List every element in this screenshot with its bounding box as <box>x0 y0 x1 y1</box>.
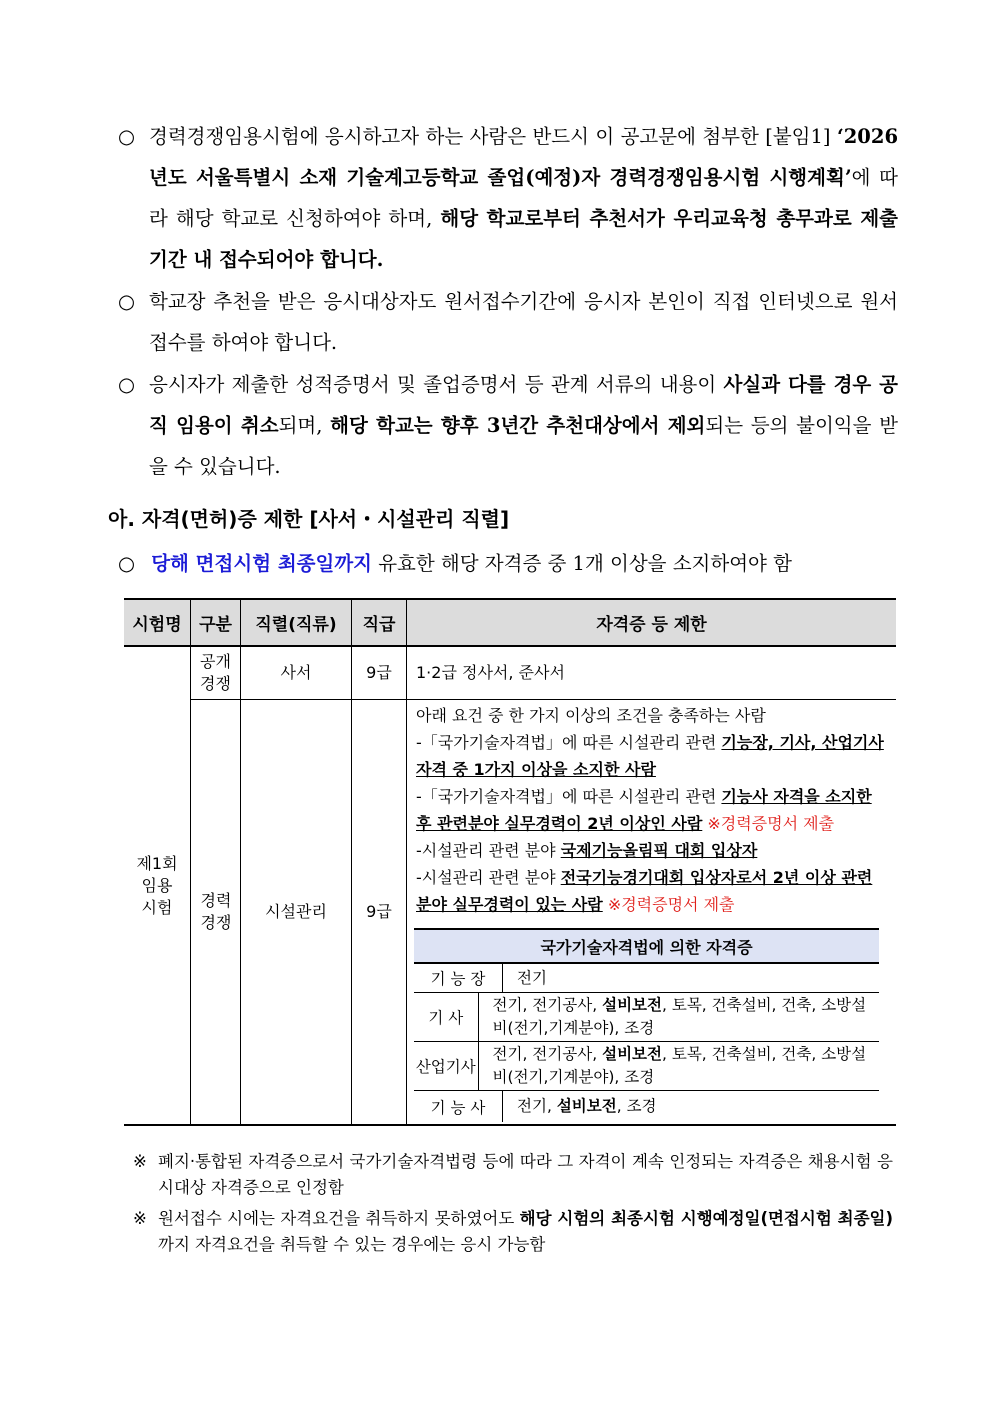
note-2-emphasis: 해당 시험의 최종시험 시행예정일(면접시험 최종일) <box>519 1209 893 1228</box>
note-2-text <box>158 1206 893 1258</box>
requirement-2-text: -「국가기술자격법」에 따른 시설관리 관련 <box>416 787 722 806</box>
row2-series: 시설관리 <box>265 902 327 921</box>
requirement-2 <box>416 783 886 837</box>
requirement-highlight: 당해 면접시험 최종일까지 <box>151 552 373 575</box>
circle-bullet-icon: ○ <box>118 552 136 575</box>
reference-mark-icon: ※ <box>133 1152 147 1171</box>
circle-bullet-icon: ○ <box>118 373 136 396</box>
subtable-value-text: 전기, 전기공사, <box>492 1045 603 1063</box>
requirement-2-note: ※경력증명서 제출 <box>702 814 835 833</box>
requirement-1-emphasis: 기능장, 기사, 산업기사 자격 중 1가지 이상을 소지한 사람 <box>416 733 884 779</box>
requirement-rest: 유효한 해당 자격증 중 1개 이상을 소지하여야 함 <box>372 552 792 575</box>
section-requirement <box>118 548 898 576</box>
requirement-3 <box>416 837 886 864</box>
subtable-row-value <box>503 1095 657 1118</box>
subtable-value-text: 전기, <box>517 1097 557 1115</box>
requirement-4-note: ※경력증명서 제출 <box>602 895 735 914</box>
requirement-1-text: -「국가기술자격법」에 따른 시설관리 관련 <box>416 733 722 752</box>
subtable-row-value <box>503 967 547 990</box>
subtable-value-bold: 설비보전 <box>602 996 662 1014</box>
row2-grade: 9급 <box>366 902 392 921</box>
p1-plan-title: ‘2026년도 서울특별시 소재 기술계고등학교 졸업(예정)자 경력경쟁임용시험 시행계획’ <box>149 125 899 189</box>
reference-mark-icon: ※ <box>133 1209 147 1228</box>
row1-limit: 1·2급 정사서, 준사서 <box>416 663 565 682</box>
paragraph-1 <box>118 116 898 280</box>
requirement-4 <box>416 864 886 918</box>
subtable-row <box>414 1042 879 1091</box>
subtable-row <box>414 993 879 1042</box>
requirement-2-emphasis: 기능사 자격을 소지한 후 관련분야 실무경력이 2년 이상인 사람 <box>416 787 872 833</box>
subtable-value-text: , 토목, 건축설비, 건축, 소방설비(전기,기계분야), 조경 <box>492 996 867 1037</box>
circle-bullet-icon: ○ <box>118 125 136 148</box>
subtable-value-text: , 조경 <box>616 1097 657 1115</box>
requirement-4-emphasis: 전국기능경기대회 입상자로서 2년 이상 관련분야 실무경력이 있는 사람 <box>416 868 873 914</box>
qualification-table <box>124 598 896 1126</box>
p1-text-1: 경력경쟁임용시험에 응시하고자 하는 사람은 반드시 이 공고문에 첨부한 [붙임1] <box>149 125 831 148</box>
paragraph-3 <box>118 364 898 487</box>
requirement-4-text: -시설관리 관련 분야 <box>416 868 561 887</box>
certificate-subtable <box>414 928 879 1122</box>
note-2-part-1: 원서접수 시에는 자격요건을 취득하지 못하였어도 <box>158 1209 520 1228</box>
p2-text: 학교장 추천을 받은 응시대상자도 원서접수기간에 응시자 본인이 직접 인터넷으로 원서접수를 하여야 합니다. <box>149 290 898 354</box>
circle-bullet-icon: ○ <box>118 290 136 313</box>
p3-text-5: 되는 등의 불이익을 받을 수 있습니다. <box>149 414 898 478</box>
row1-type: 공개 경쟁 <box>200 652 231 693</box>
row2-requirements <box>416 702 886 918</box>
note-1 <box>133 1149 893 1201</box>
subtable-row-key: 기 사 <box>414 993 479 1041</box>
row2-type: 경력 경쟁 <box>200 891 232 932</box>
header-grade: 직급 <box>352 598 406 646</box>
subtable-title: 국가기술자격법에 의한 자격증 <box>414 928 879 964</box>
col-divider <box>406 598 407 1126</box>
p1-emphasis: 해당 학교로부터 추천서가 우리교육청 총무과로 제출 기간 내 접수되어야 합니다. <box>149 207 898 271</box>
subtable-value-bold: 설비보전 <box>602 1045 662 1063</box>
requirement-1 <box>416 729 886 783</box>
note-2-part-3: 까지 자격요건을 취득할 수 있는 경우에는 응시 가능함 <box>158 1235 546 1254</box>
subtable-value-text: 전기, 전기공사, <box>492 996 603 1014</box>
exam-name-cell: 제1회 임용 시험 <box>136 853 178 917</box>
subtable-value-bold: 설비보전 <box>556 1097 617 1115</box>
header-exam-name: 시험명 <box>124 598 190 646</box>
requirement-3-emphasis: 국제기능올림픽 대회 입상자 <box>560 841 758 860</box>
p3-emphasis-2: 해당 학교는 향후 3년간 추천대상에서 제외 <box>330 414 706 437</box>
subtable-value-text: , 토목, 건축설비, 건축, 소방설비(전기,기계분야), 조경 <box>492 1045 867 1086</box>
subtable-row-key: 기 능 장 <box>414 964 503 992</box>
p3-text-1: 응시자가 제출한 성적증명서 및 졸업증명서 등 관계 서류의 내용이 <box>149 373 724 396</box>
p1-text-3: 에 따라 해당 학교로 신청하여야 하며, <box>149 166 898 230</box>
note-1-text: 폐지·통합된 자격증으로서 국가기술자격법령 등에 따라 그 자격이 계속 인정되는 자격증은 채용시험 응시대상 자격증으로 인정함 <box>158 1152 893 1197</box>
subtable-value-text: 전기 <box>517 968 547 987</box>
section-heading: 아. 자격(면허)증 제한 [사서・시설관리 직렬] <box>108 507 510 531</box>
row1-grade: 9급 <box>366 663 392 682</box>
p3-emphasis-1: 사실과 다를 경우 공직 임용이 취소 <box>149 373 898 437</box>
subtable-row-key: 기 능 사 <box>414 1091 503 1122</box>
paragraph-2 <box>118 281 898 363</box>
subtable-row-value <box>479 1043 879 1089</box>
note-2 <box>133 1206 893 1258</box>
subtable-row-key: 산업기사 <box>414 1042 479 1090</box>
p3-text-3: 되며, <box>278 414 331 437</box>
subtable-row <box>414 964 879 993</box>
header-category: 구분 <box>191 598 240 646</box>
header-limit: 자격증 등 제한 <box>407 598 896 646</box>
header-series: 직렬(직류) <box>241 598 351 646</box>
row1-series: 사서 <box>280 663 312 682</box>
subtable-row-value <box>479 994 879 1040</box>
requirements-intro: 아래 요건 중 한 가지 이상의 조건을 충족하는 사람 <box>416 706 766 725</box>
requirement-3-text: -시설관리 관련 분야 <box>416 841 561 860</box>
subtable-row <box>414 1091 879 1122</box>
